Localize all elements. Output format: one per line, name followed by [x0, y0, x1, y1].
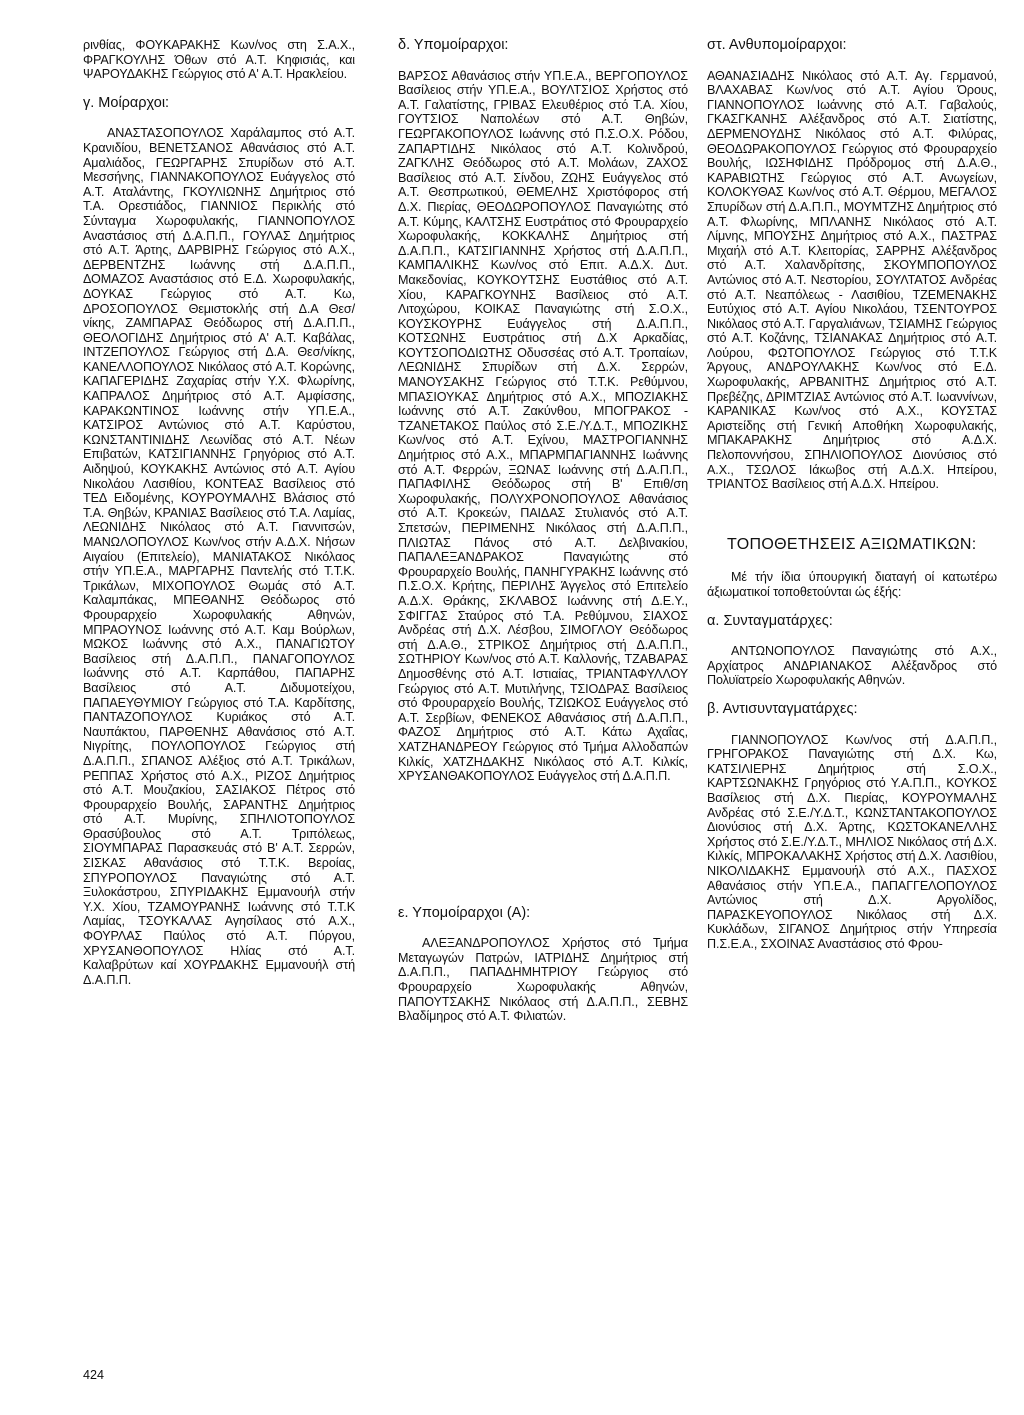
page-number: 424 [83, 1368, 105, 1382]
column-1 [83, 38, 355, 1001]
column-3 [707, 38, 997, 965]
section-heading-antisyntagmatarches: β. Αντισυνταγματάρχες: [707, 700, 858, 717]
placements-intro: Μέ τήν ίδια ύπουργική διαταγή οί κατωτέρω άξιωματικοί τοποθετούνται ώς έξής: [707, 570, 997, 599]
ypomoirarchoi-list: ΒΑΡΣΟΣ Αθανάσιος στήν ΥΠ.Ε.Α., ΒΕΡΓΟΠΟΥΛΟΣ Βασίλειος στήν ΥΠ.Ε.Α., ΒΟΥΛΤΣΙΟΣ Χρήστος στό Α.Τ. Γαλατίστης, ΓΡΙΒΑΣ Ελευθέριος στό Τ.Α. Χίου, ΓΟΥΤΣΙΟΣ Ναπολέων στό Α.Τ. Θηβών, ΓΕΩΡΓΑΚΟΠΟΥΛΟΣ Ιωάννης στό Π.Σ.Ο.Χ. Ρόδου, ΖΑΠΑΡΤΙΔΗΣ Νικόλαος στό Α.Τ. Κολινδρού, ΖΑΓΚΛΗΣ Θεόδωρος στό Α.Τ. Μολάων, ΖΑΧΟΣ Βασίλειος στό Α.Τ. Σίνδου, ΖΩΗΣ Ευάγγελος στό Α.Τ. Θεσπρωτικού, ΘΕΜΕΛΗΣ Χριστόφορος στή Δ.Χ. Πιερίας, ΘΕΟΔΩΡΟΠΟΥΛΟΣ Παναγιώτης στό Α.Τ. Κύμης, ΚΑΛΤΣΗΣ Ευστράτιος στό Φρουραρχείο Χωροφυλακής, ΚΟΚΚΑΛΗΣ Δημήτριος στή Δ.Α.Π.Π., ΚΑΤΣΙΓΙΑΝΝΗΣ Χρήστος στή Δ.Α.Π.Π., ΚΑΜΠΑΛΙΚΗΣ Κων/νος στό Επιτ. Α.Δ.Χ. Δυτ. Μακεδονίας, ΚΟΥΚΟΥΤΣΗΣ Ευστάθιος στό Α.Τ. Χίου, ΚΑΡΑΓΚΟΥΝΗΣ Βασίλειος στό Α.Τ. Λιτοχώρου, ΚΟΙΚΑΣ Παναγιώτης στή Σ.Ο.Χ., ΚΟΥΣΚΟΥΡΗΣ Ευάγγελος στή Δ.Α.Π.Π., ΚΟΤΣΩΝΗΣ Ευστράτιος στή Δ.Χ Αρκαδίας, ΚΟΥΤΣΟΠΟΔΙΩΤΗΣ Οδυσσέας στό Α.Τ. Τροπαίων, ΛΕΩΝΙΔΗΣ Σπυρίδων στή Δ.Χ. Σερρών, ΜΑΝΟΥΣΑΚΗΣ Γεώργιος στό Τ.Τ.Κ. Ρεθύμνου, ΜΠΑΣΙΟΥΚΑΣ Δημήτριος στό Α.Χ., ΜΠΟΖΙΑΚΗΣ Ιωάννης στό Α.Τ. Ζακύνθου, ΜΠΟΓΡΑΚΟΣ - ΤΖΑΝΕΤΑΚΟΣ Παύλος στό Σ.Ε./Υ.Δ.Τ., ΜΠΟΖΙΚΗΣ Κων/νος στό Α.Τ. Εχίνου, ΜΑΣΤΡΟΓΙΑΝΝΗΣ Δημήτριος στό Α.Χ., ΜΠΑΡΜΠΑΓΙΑΝΝΗΣ Ιωάννης στό Α.Τ. Φερρών, ΞΩΝΑΣ Ιωάννης στή Δ.Α.Π.Π., ΠΑΠΑΦΙΛΗΣ Θεόδωρος στή Β' Επιθ/ση Χωροφυλακής, ΠΟΛΥΧΡΟΝΟΠΟΥΛΟΣ Αθανάσιος στό Α.Τ. Κροκεών, ΠΑΙΔΑΣ Στυλιανός στό Α.Τ. Σπετσών, ΠΕΡΙΜΕΝΗΣ Νικόλαος στή Δ.Α.Π.Π., ΠΛΙΩΤΑΣ Πάνος στό Α.Τ. Δελβινακίου, ΠΑΠΑΛΕΞΑΝΔΡΑΚΟΣ Παναγιώτης στό Φρουραρχείο Βουλής, ΠΑΝΗΓΥΡΑΚΗΣ Ιωάννης στό Π.Σ.Ο.Χ. Κρήτης, ΠΕΡΙΛΗΣ Άγγελος στό Επιτελείο Α.Δ.Χ. Θράκης, ΣΚΛΑΒΟΣ Ιωάννης στή Δ.Ε.Υ., ΣΦΙΓΓΑΣ Σταύρος στό Τ.Α. Ρεθύμνου, ΣΙΑΧΟΣ Ανδρέας στή Δ.Χ. Λέσβου, ΣΙΜΟΓΛΟΥ Θεόδωρος στή Δ.Α.Θ., ΣΤΡΙΚΟΣ Δημήτριος στή Δ.Α.Π.Π., ΣΩΤΗΡΙΟΥ Κων/νος στό Α.Τ. Καλλονής, ΤΖΑΒΑΡΑΣ Δημοσθένης στό Α.Τ. Ιστιαίας, ΤΡΙΑΝΤΑΦΥΛΛΟΥ Γεώργιος στό Α.Τ. Μυτιλήνης, ΤΣΙΟΔΡΑΣ Βασίλειος στό Φρουραρχείο Βουλής, ΤΖΙΩΚΟΣ Ευάγγελος στό Α.Τ. Σερβίων, ΦΕΝΕΚΟΣ Αθανάσιος στή Δ.Α.Π.Π., ΦΑΖΟΣ Δημήτριος στό Α.Τ. Κάτω Αχαΐας, ΧΑΤΖΗΑΝΔΡΕΟΥ Γεώργιος στό Τμήμα Αλλοδαπών Κιλκίς, ΧΑΤΖΗΔΑΚΗΣ Νικόλαος στό Α.Τ. Κιλκίς, ΧΡΥΣΑΝΘΑΚΟΠΟΥΛΟΣ Ευάγγελος στή Δ.Α.Π.Π. [398, 68, 688, 784]
section-heading-anthypomoirarchoi: στ. Ανθυπομοίραρχοι: [707, 37, 847, 53]
antisyntagmatarches-list: ΓΙΑΝΝΟΠΟΥΛΟΣ Κων/νος στή Δ.Α.Π.Π., ΓΡΗΓΟΡΑΚΟΣ Παναγιώτης στή Δ.Χ. Κω, ΚΑΤΣΙΛΙΕΡΗΣ Δημήτριος στή Σ.Ο.Χ., ΚΑΡΤΣΩΝΑΚΗΣ Γρηγόριος στό Υ.Α.Π.Π., ΚΟΥΚΟΣ Βασίλειος στή Δ.Χ. Πιερίας, ΚΟΥΡΟΥΜΑΛΗΣ Ανδρέας στό Σ.Ε./Υ.Δ.Τ., ΚΩΝΣΤΑΝΤΑΚΟΠΟΥΛΟΣ Διονύσιος στή Δ.Χ. Άρτης, ΚΩΣΤΟΚΑΝΕΛΛΗΣ Χρήστος στό Σ.Ε./Υ.Δ.Τ., ΜΗΛΙΟΣ Νικόλαος στή Δ.Χ. Κιλκίς, ΜΠΡΟΚΑΛΑΚΗΣ Χρήστος στή Δ.Χ. Λασιθίου, ΝΙΚΟΛΙΔΑΚΗΣ Εμμανουήλ στό Α.Χ., ΠΑΣΧΟΣ Αθανάσιος στήν ΥΠ.Ε.Α., ΠΑΠΑΓΓΕΛΟΠΟΥΛΟΣ Αντώνιος στή Δ.Χ. Αργολίδος, ΠΑΡΑΣΚΕΥΟΠΟΥΛΟΣ Νικόλαος στή Δ.Χ. Κυκλάδων, ΣΙΓΑΝΟΣ Δημήτριος στήν Υπηρεσία Π.Σ.Ε.Α., ΣΧΟΙΝΑΣ Αναστάσιος στό Φρου- [707, 732, 997, 951]
placements-title: ΤΟΠΟΘΕΤΗΣΕΙΣ ΑΞΙΩΜΑΤΙΚΩΝ: [727, 535, 977, 553]
ypomoirarchoi-a-list: ΑΛΕΞΑΝΔΡΟΠΟΥΛΟΣ Χρήστος στό Τμήμα Μεταγωγών Πατρών, ΙΑΤΡΙΔΗΣ Δημήτριος στή Δ.Α.Π.Π., ΠΑΠΑΔΗΜΗΤΡΙΟΥ Γεώργιος στό Φρουραρχείο Χωροφυλακής Αθηνών, ΠΑΠΟΥΤΣΑΚΗΣ Νικόλαος στή Δ.Α.Π.Π., ΣΕΒΗΣ Βλαδίμηρος στό Α.Τ. Φιλιατών. [398, 936, 688, 1024]
spacer [398, 798, 688, 906]
section-heading-syntagmatarches: α. Συνταγματάρχες: [707, 612, 833, 629]
section-heading-ypomoirarchoi: δ. Υπομοίραρχοι: [398, 37, 509, 53]
anthypomoirarchoi-list: ΑΘΑΝΑΣΙΑΔΗΣ Νικόλαος στό Α.Τ. Αγ. Γερμανού, ΒΛΑΧΑΒΑΣ Κων/νος στό Α.Τ. Αγίου Όρους, ΓΙΑΝΝΟΠΟΥΛΟΣ Ιωάννης στό Α.Τ. Γαβαλούς, ΓΚΑΣΓΚΑΝΗΣ Αλέξανδρος στό Α.Τ. Σιατίστης, ΔΕΡΜΕΝΟΥΔΗΣ Νικόλαος στό Α.Τ. Φιλύρας, ΘΕΟΔΩΡΑΚΟΠΟΥΛΟΣ Γεώργιος στό Φρουραρχείο Βουλής, ΙΩΣΗΦΙΔΗΣ Πρόδρομος στή Δ.Α.Θ., ΚΑΡΑΒΙΩΤΗΣ Γεώργιος στό Α.Τ. Ανωγείων, ΚΟΛΟΚΥΘΑΣ Κων/νος στό Α.Τ. Θέρμου, ΜΕΓΑΛΟΣ Σπυρίδων στή Δ.Α.Π.Π., ΜΟΥΜΤΖΗΣ Δημήτριος στό Α.Τ. Φλωρίνης, ΜΠΛΑΝΗΣ Νικόλαος στό Α.Τ. Λίμνης, ΜΠΟΥΣΗΣ Δημήτριος στό Α.Χ., ΠΑΣΤΡΑΣ Μιχαήλ στό Α.Τ. Κλειτορίας, ΣΑΡΡΗΣ Αλέξανδρος στό Α.Τ. Χαλανδρίτσης, ΣΚΟΥΜΠΟΠΟΥΛΟΣ Αντώνιος στό Α.Τ. Νεστορίου, ΣΟΥΛΤΑΤΟΣ Ανδρέας στό Α.Τ. Νεαπόλεως - Λασιθίου, ΤΖΕΜΕΝΑΚΗΣ Ευτύχιος στό Α.Τ. Αγίου Νικολάου, ΤΣΕΝΤΟΥΡΟΣ Νικόλαος στό Α.Τ. Γαργαλιάνων, ΤΣΙΑΜΗΣ Γεώργιος στό Α.Τ. Κοζάνης, ΤΣΙΑΝΑΚΑΣ Δημήτριος στό Α.Τ. Λούρου, ΦΩΤΟΠΟΥΛΟΣ Γεώργιος στό Τ.Τ.Κ Άργους, ΑΝΔΡΟΥΛΑΚΗΣ Κων/νος στό Ε.Δ. Χωροφυλακής, ΑΡΒΑΝΙΤΗΣ Δημήτριος στό Α.Τ. Πρεβέζης, ΔΡΙΜΤΖΙΑΣ Αντώνιος στό Α.Τ. Ιωαννίνων, ΚΑΡΑΝΙΚΑΣ Κων/νος στό Α.Χ., ΚΟΥΣΤΑΣ Αριστείδης στή Γενική Αποθήκη Χωροφυλακής, ΜΠΑΚΑΡΑΚΗΣ Δημήτριος στό Α.Δ.Χ. Πελοποννήσου, ΣΠΗΛΙΟΠΟΥΛΟΣ Διονύσιος στό Α.Χ., ΤΣΩΛΟΣ Ιάκωβος στή Α.Δ.Χ. Ηπείρου, ΤΡΙΑΝΤΟΣ Βασίλειος στή Α.Δ.Χ. Ηπείρου. [707, 68, 997, 492]
continued-paragraph: ρινθίας, ΦΟΥΚΑΡΑΚΗΣ Κων/νος στη Σ.Α.Χ., ΦΡΑΓΚΟΥΛΗΣ Όθων στό Α.Τ. Κηφισιάς, και ΨΑΡΟΥΔΑΚΗΣ Γεώργιος στό Α' Α.Τ. Ηρακλείου. [83, 38, 355, 82]
section-heading-ypomoirarchoi-a: ε. Υπομοίραρχοι (Α): [398, 904, 531, 921]
column-2 [398, 38, 688, 1038]
syntagmatarches-list: ΑΝΤΩΝΟΠΟΥΛΟΣ Παναγιώτης στό Α.Χ., Αρχίατρος ΑΝΔΡΙΑΝΑΚΟΣ Αλέξανδρος στό Πολυϊατρείο Χωροφυλακής Αθηνών. [707, 644, 997, 688]
section-heading-moirarchoi: γ. Μοίραρχοι: [83, 94, 170, 111]
moirarchoi-list: ΑΝΑΣΤΑΣΟΠΟΥΛΟΣ Χαράλαμπος στό Α.Τ. Κρανιδίου, ΒΕΝΕΤΣΑΝΟΣ Αθανάσιος στό Α.Τ. Αμαλιάδος, ΓΕΩΡΓΑΡΗΣ Σπυρίδων στό Α.Τ. Μεσσήνης, ΓΙΑΝΝΑΚΟΠΟΥΛΟΣ Ευάγγελος στό Α.Τ. Αταλάντης, ΓΚΟΥΛΙΩΝΗΣ Δημήτριος στό Τ.Α. Ορεστιάδος, ΓΙΑΝΝΙΟΣ Περικλής στό Σύνταγμα Χωροφυλακής, ΓΙΑΝΝΟΠΟΥΛΟΣ Αναστάσιος στή Δ.Α.Π.Π., ΓΟΥΛΑΣ Δημήτριος στό Α.Τ. Άρτης, ΔΑΡΒΙΡΗΣ Γεώργιος στό Α.Χ., ΔΕΡΒΕΝΤΖΗΣ Ιωάννης στή Δ.Α.Π.Π., ΔΟΜΑΖΟΣ Αναστάσιος στό Ε.Δ. Χωροφυλακής, ΔΟΥΚΑΣ Γεώργιος στό Α.Τ. Κω, ΔΡΟΣΟΠΟΥΛΟΣ Θεμιστοκλής στή Δ.Α Θεσ/νίκης, ΖΑΜΠΑΡΑΣ Θεόδωρος στή Δ.Α.Π.Π., ΘΕΟΛΟΓΙΔΗΣ Δημήτριος στό Α' Α.Τ. Καβάλας, ΙΝΤΖΕΠΟΥΛΟΣ Γεώργιος στή Δ.Α. Θεσ/νίκης, ΚΑΝΕΛΛΟΠΟΥΛΟΣ Νικόλαος στό Α.Τ. Κορώνης, ΚΑΠΑΓΕΡΙΔΗΣ Ζαχαρίας στήν Υ.Χ. Φλωρίνης, ΚΑΠΡΑΛΟΣ Δημήτριος στό Α.Τ. Αμφίσσης, ΚΑΡΑΚΩΝΤΙΝΟΣ Ιωάννης στήν ΥΠ.Ε.Α., ΚΑΤΣΙΡΟΣ Αντώνιος στό Α.Τ. Καρύστου, ΚΩΝΣΤΑΝΤΙΝΙΔΗΣ Λεωνίδας στό Α.Τ. Νέων Επιβατών, ΚΑΤΣΙΓΙΑΝΝΗΣ Γρηγόριος στό Α.Τ. Αιδηψού, ΚΟΥΚΑΚΗΣ Αντώνιος στό Α.Τ. Αγίου Νικολάου Λασιθίου, ΚΟΝΤΕΑΣ Βασίλειος στό ΤΕΔ Ειδομένης, ΚΟΥΡΟΥΜΑΛΗΣ Βλάσιος στό Τ.Α. Θηβών, ΚΡΑΝΙΑΣ Βασίλειος στό Τ.Α. Λαμίας, ΛΕΩΝΙΔΗΣ Νικόλαος στό Α.Τ. Γιαννιτσών, ΜΑΝΩΛΟΠΟΥΛΟΣ Κων/νος στήν Α.Δ.Χ. Νήσων Αιγαίου (Επιτελείο), ΜΑΝΙΑΤΑΚΟΣ Νικόλαος στήν ΥΠ.Ε.Α., ΜΑΡΓΑΡΗΣ Παντελής στό Τ.Τ.Κ. Τρικάλων, ΜΙΧΟΠΟΥΛΟΣ Θωμάς στό Α.Τ. Καλαμπάκας, ΜΠΕΘΑΝΗΣ Θεόδωρος στό Φρουραρχείο Χωροφυλακής Αθηνών, ΜΠΡΑΟΥΝΟΣ Ιωάννης στό Α.Τ. Καμ Βούρλων, ΜΩΚΟΣ Ιωάννης στό Α.Χ., ΠΑΝΑΓΙΩΤΟΥ Βασίλειος στή Δ.Α.Π.Π., ΠΑΝΑΓΟΠΟΥΛΟΣ Ιωάννης στό Α.Τ. Καρπάθου, ΠΑΠΑΡΗΣ Βασίλειος στό Α.Τ. Διδυμοτείχου, ΠΑΠΑΕΥΘΥΜΙΟΥ Γεώργιος στό Τ.Α. Καρδίτσης, ΠΑΝΤΑΖΟΠΟΥΛΟΣ Κυριάκος στό Α.Τ. Ναυπάκτου, ΠΑΡΘΕΝΗΣ Αθανάσιος στό Α.Τ. Νιγρίτης, ΠΟΥΛΟΠΟΥΛΟΣ Γεώργιος στή Δ.Α.Π.Π., ΣΠΑΝΟΣ Αλέξιος στό Α.Τ. Τρικάλων, ΡΕΠΠΑΣ Χρήστος στό Α.Χ., ΡΙΖΟΣ Δημήτριος στό Α.Τ. Μουζακίου, ΣΑΣΙΑΚΟΣ Πέτρος στό Φρουραρχείο Βουλής, ΣΑΡΑΝΤΗΣ Δημήτριος στό Α.Τ. Μυρίνης, ΣΠΗΛΙΟΤΟΠΟΥΛΟΣ Θρασύβουλος στό Α.Τ. Τριπόλεως, ΣΙΟΥΜΠΑΡΑΣ Παρασκευάς στό Β' Α.Τ. Σερρών, ΣΙΣΚΑΣ Αθανάσιος στό Τ.Τ.Κ. Βεροίας, ΣΠΥΡΟΠΟΥΛΟΣ Παναγιώτης στό Α.Τ. Ξυλοκάστρου, ΣΠΥΡΙΔΑΚΗΣ Εμμανουήλ στήν Υ.Χ. Χίου, ΤΖΑΜΟΥΡΑΝΗΣ Ιωάννης στό Τ.Τ.Κ Λαμίας, ΤΣΟΥΚΑΛΑΣ Αγησίλαος στό Α.Χ., ΦΟΥΡΛΑΣ Παύλος στό Α.Τ. Πύργου, ΧΡΥΣΑΝΘΟΠΟΥΛΟΣ Ηλίας στό Α.Τ. Καλαβρύτων καί ΧΟΥΡΔΑΚΗΣ Εμμανουήλ στή Δ.Α.Π.Π. [83, 126, 355, 987]
